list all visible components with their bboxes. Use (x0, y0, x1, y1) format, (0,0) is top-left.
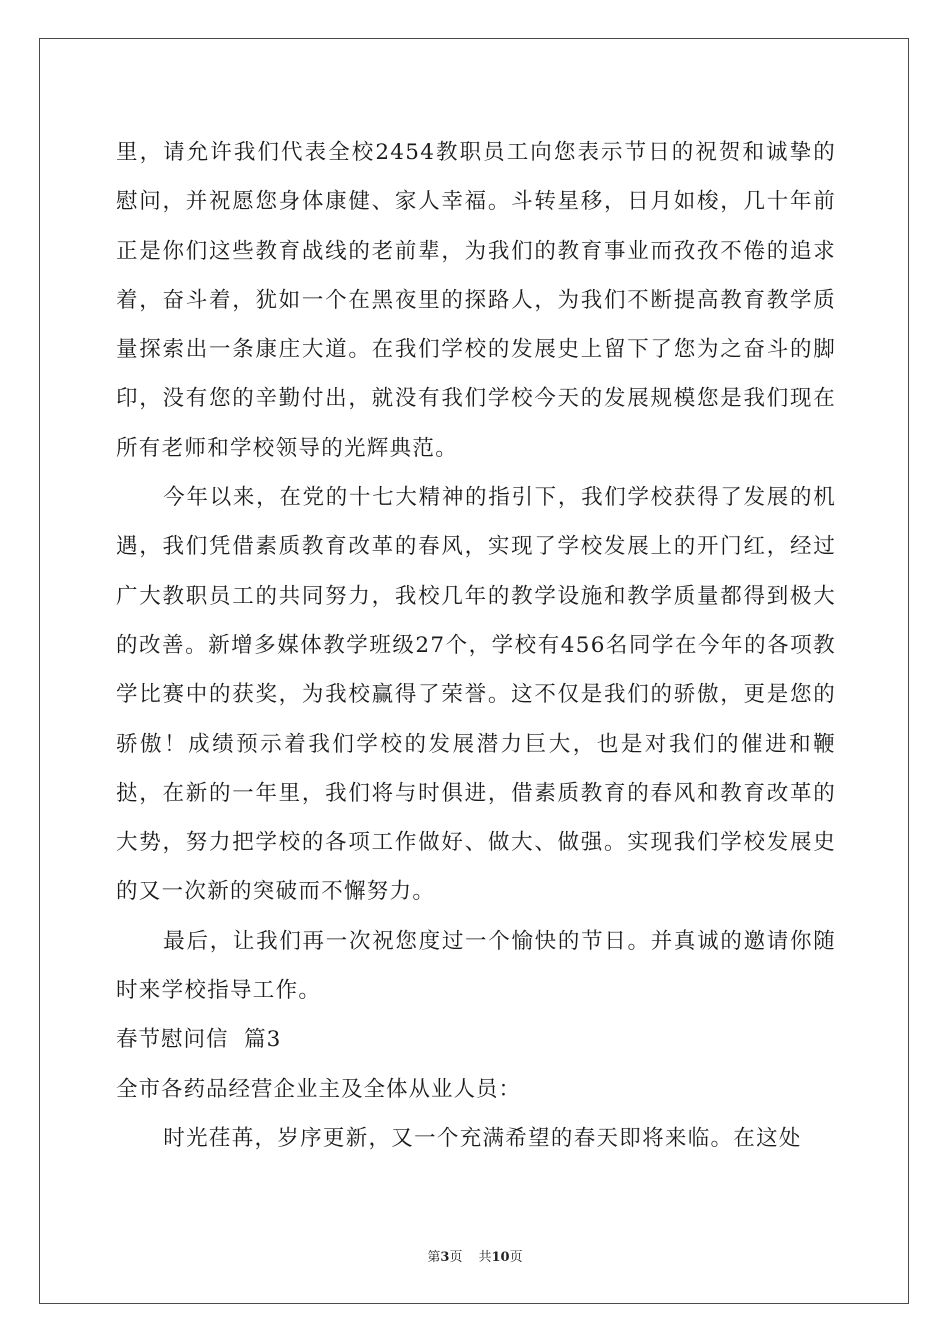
page-suffix: 页 (449, 1250, 463, 1265)
total-pages-number: 10 (491, 1250, 510, 1265)
paragraph-3: 最后，让我们再一次祝您度过一个愉快的节日。并真诚的邀请你随时来学校指导工作。 (116, 928, 836, 1004)
document-body (116, 128, 836, 1163)
current-page-number: 3 (440, 1250, 450, 1265)
paragraph-4: 时光荏苒，岁序更新，又一个充满希望的春天即将来临。在这处 (163, 1125, 802, 1151)
paragraph-1: 里，请允许我们代表全校2454教职员工向您表示节日的祝贺和诚挚的慰问，并祝愿您身体康健、家人幸福。斗转星移，日月如梭，几十年前正是你们这些教育战线的老前辈，为我们的教育事业而孜孜不倦的追求着，奋斗着，犹如一个在黑夜里的探路人，为我们不断提高教育教学质量探索出一条康庄大道。在我们学校的发展史上留下了您为之奋斗的脚印，没有您的辛勤付出，就没有我们学校今天的发展规模您是我们现在所有老师和学校领导的光辉典范。 (116, 140, 836, 461)
salutation: 全市各药品经营企业主及全体从业人员： (116, 1076, 522, 1102)
page-prefix: 第 (427, 1250, 441, 1265)
page-footer (0, 1246, 950, 1265)
total-prefix: 共 (478, 1250, 492, 1265)
section-heading: 春节慰问信 篇3 (116, 1027, 282, 1053)
total-suffix: 页 (509, 1250, 523, 1265)
paragraph-2: 今年以来，在党的十七大精神的指引下，我们学校获得了发展的机遇，我们凭借素质教育改革的春风，实现了学校发展上的开门红，经过广大教职员工的共同努力，我校几年的教学设施和教学质量都得到极大的改善。新增多媒体教学班级27个，学校有456名同学在今年的各项教学比赛中的获奖，为我校赢得了荣誉。这不仅是我们的骄傲，更是您的骄傲！成绩预示着我们学校的发展潜力巨大，也是对我们的催进和鞭挞，在新的一年里，我们将与时俱进，借素质教育的春风和教育改革的大势，努力把学校的各项工作做好、做大、做强。实现我们学校发展史的又一次新的突破而不懈努力。 (116, 485, 836, 905)
